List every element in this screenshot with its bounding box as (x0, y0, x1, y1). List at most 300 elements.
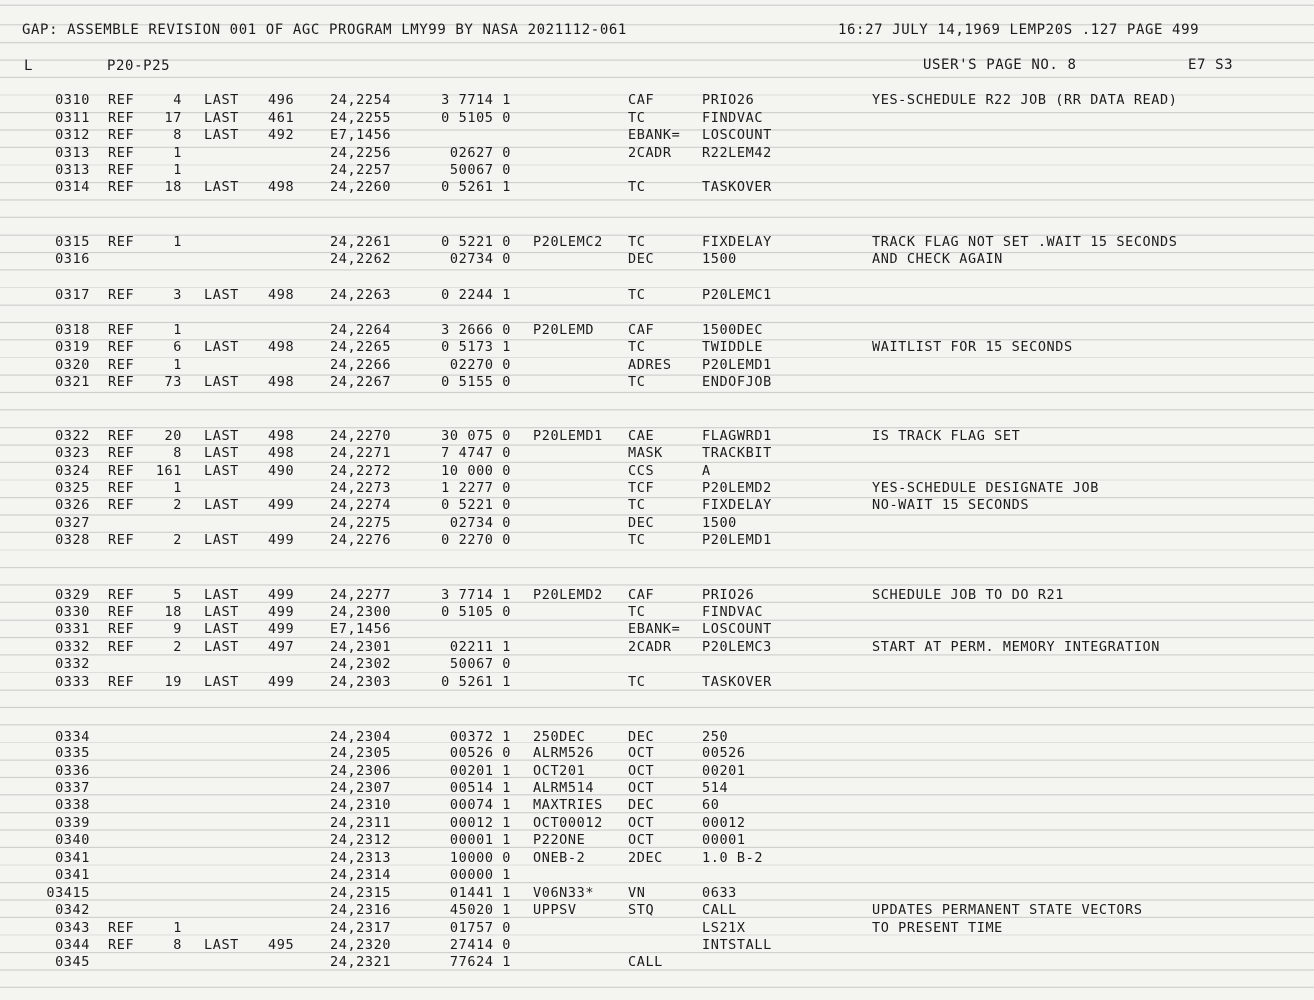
cell-operand: 1500 (702, 251, 737, 267)
cell-addr: 24,2273 (330, 480, 392, 496)
listing-row (0, 532, 1314, 549)
cell-op: OCT (628, 745, 655, 761)
cell-comment: START AT PERM. MEMORY INTEGRATION (872, 639, 1161, 655)
listing-header-left: GAP: ASSEMBLE REVISION 001 OF AGC PROGRAM LMY99 BY NASA 2021112-061 (22, 22, 627, 38)
cell-operand: ENDOFJOB (702, 374, 772, 390)
cell-label: MAXTRIES (533, 797, 603, 813)
cell-ref: REF (108, 92, 135, 108)
cell-operand: FIXDELAY (702, 234, 772, 250)
cell-line: 0332 (55, 639, 90, 655)
listing-row (0, 251, 1314, 268)
cell-ref: REF (108, 604, 135, 620)
cell-addr: 24,2300 (330, 604, 392, 620)
listing-row (0, 357, 1314, 374)
cell-word: 0 5221 0 (441, 497, 511, 513)
cell-refn: 1 (173, 145, 182, 161)
listing-row (0, 110, 1314, 127)
cell-word: 0 5221 0 (441, 234, 511, 250)
listing-row (0, 463, 1314, 480)
cell-ref: REF (108, 532, 135, 548)
cell-refn: 2 (173, 497, 182, 513)
cell-lastp: 499 (268, 532, 295, 548)
cell-refn: 5 (173, 587, 182, 603)
cell-line: 0327 (55, 515, 90, 531)
cell-line: 0342 (55, 902, 90, 918)
cell-operand: 1500 (702, 515, 737, 531)
cell-line: 0314 (55, 179, 90, 195)
listing-row (0, 428, 1314, 445)
cell-addr: 24,2310 (330, 797, 392, 813)
cell-ref: REF (108, 287, 135, 303)
cell-comment: TRACK FLAG NOT SET .WAIT 15 SECONDS (872, 234, 1178, 250)
cell-label: ALRM526 (533, 745, 595, 761)
cell-ref: REF (108, 463, 135, 479)
cell-lastp: 490 (268, 463, 295, 479)
cell-word: 3 2666 0 (441, 322, 511, 338)
cell-op: CAF (628, 92, 655, 108)
cell-last: LAST (204, 604, 239, 620)
cell-addr: 24,2321 (330, 954, 392, 970)
cell-op: DEC (628, 515, 655, 531)
cell-ref: REF (108, 162, 135, 178)
cell-last: LAST (204, 339, 239, 355)
cell-addr: 24,2313 (330, 850, 392, 866)
cell-label: P20LEMD2 (533, 587, 603, 603)
cell-operand: LOSCOUNT (702, 127, 772, 143)
cell-line: 0344 (55, 937, 90, 953)
cell-addr: 24,2302 (330, 656, 392, 672)
cell-word: 00074 1 (449, 797, 511, 813)
listing-row (0, 287, 1314, 304)
cell-word: 1 2277 0 (441, 480, 511, 496)
cell-line: 0338 (55, 797, 90, 813)
cell-line: 0322 (55, 428, 90, 444)
cell-word: 10 000 0 (441, 463, 511, 479)
cell-addr: 24,2266 (330, 357, 392, 373)
cell-word: 02211 1 (449, 639, 511, 655)
cell-op: TC (628, 287, 646, 303)
cell-refn: 1 (173, 322, 182, 338)
listing-row (0, 339, 1314, 356)
cell-refn: 6 (173, 339, 182, 355)
cell-refn: 1 (173, 920, 182, 936)
cell-addr: 24,2275 (330, 515, 392, 531)
cell-comment: YES-SCHEDULE R22 JOB (RR DATA READ) (872, 92, 1178, 108)
listing-row (0, 621, 1314, 638)
cell-line: 0315 (55, 234, 90, 250)
cell-op: TC (628, 604, 646, 620)
cell-refn: 1 (173, 234, 182, 250)
cell-op: CALL (628, 954, 663, 970)
cell-refn: 161 (155, 463, 182, 479)
cell-word: 0 2270 0 (441, 532, 511, 548)
cell-word: 3 7714 1 (441, 587, 511, 603)
cell-operand: R22LEM42 (702, 145, 772, 161)
cell-addr: 24,2264 (330, 322, 392, 338)
cell-operand: INTSTALL (702, 937, 772, 953)
cell-ref: REF (108, 428, 135, 444)
cell-addr: 24,2261 (330, 234, 392, 250)
cell-line: 0341 (55, 867, 90, 883)
cell-word: 00201 1 (449, 763, 511, 779)
cell-word: 00001 1 (449, 832, 511, 848)
cell-refn: 20 (164, 428, 182, 444)
cell-last: LAST (204, 621, 239, 637)
cell-word: 02627 0 (449, 145, 511, 161)
cell-operand: 250 (702, 729, 729, 745)
listing-row (0, 745, 1314, 762)
cell-word: 45020 1 (449, 902, 511, 918)
cell-comment: YES-SCHEDULE DESIGNATE JOB (872, 480, 1099, 496)
cell-ref: REF (108, 145, 135, 161)
cell-operand: 00201 (702, 763, 746, 779)
cell-addr: 24,2260 (330, 179, 392, 195)
cell-op: MASK (628, 445, 663, 461)
cell-word: 3 7714 1 (441, 92, 511, 108)
cell-word: 0 5155 0 (441, 374, 511, 390)
cell-refn: 73 (164, 374, 182, 390)
cell-addr: E7,1456 (330, 621, 392, 637)
cell-operand: FINDVAC (702, 110, 764, 126)
listing-row (0, 445, 1314, 462)
cell-lastp: 461 (268, 110, 295, 126)
cell-line: 0318 (55, 322, 90, 338)
cell-lastp: 498 (268, 179, 295, 195)
cell-addr: 24,2316 (330, 902, 392, 918)
cell-refn: 8 (173, 937, 182, 953)
cell-ref: REF (108, 587, 135, 603)
cell-word: 00514 1 (449, 780, 511, 796)
cell-word: 02734 0 (449, 251, 511, 267)
cell-addr: 24,2312 (330, 832, 392, 848)
cell-op: TC (628, 110, 646, 126)
subheader-marker: L (24, 58, 34, 74)
cell-addr: 24,2256 (330, 145, 392, 161)
cell-op: CAF (628, 322, 655, 338)
listing-row (0, 902, 1314, 919)
cell-lastp: 499 (268, 497, 295, 513)
cell-addr: 24,2265 (330, 339, 392, 355)
cell-line: 0333 (55, 674, 90, 690)
cell-line: 0312 (55, 127, 90, 143)
cell-label: P20LEMD (533, 322, 595, 338)
listing-header-right: 16:27 JULY 14,1969 LEMP20S .127 PAGE 499 (838, 22, 1200, 38)
cell-line: 0330 (55, 604, 90, 620)
cell-last: LAST (204, 127, 239, 143)
cell-ref: REF (108, 357, 135, 373)
cell-addr: 24,2255 (330, 110, 392, 126)
cell-op: 2CADR (628, 145, 672, 161)
cell-word: 0 2244 1 (441, 287, 511, 303)
cell-ref: REF (108, 480, 135, 496)
cell-line: 0332 (55, 656, 90, 672)
cell-op: CCS (628, 463, 655, 479)
cell-lastp: 496 (268, 92, 295, 108)
listing-row (0, 234, 1314, 251)
cell-line: 0323 (55, 445, 90, 461)
cell-operand: P20LEMD1 (702, 532, 772, 548)
cell-operand: 1.0 B-2 (702, 850, 764, 866)
cell-addr: 24,2277 (330, 587, 392, 603)
cell-addr: 24,2320 (330, 937, 392, 953)
cell-ref: REF (108, 127, 135, 143)
cell-addr: 24,2272 (330, 463, 392, 479)
cell-op: TC (628, 374, 646, 390)
cell-word: 77624 1 (449, 954, 511, 970)
subheader-page-code: E7 S3 (1188, 57, 1234, 73)
cell-word: 00526 0 (449, 745, 511, 761)
cell-line: 0310 (55, 92, 90, 108)
cell-line: 0345 (55, 954, 90, 970)
cell-line: 0328 (55, 532, 90, 548)
cell-line: 0319 (55, 339, 90, 355)
cell-refn: 3 (173, 287, 182, 303)
cell-line: 0340 (55, 832, 90, 848)
cell-op: EBANK= (628, 621, 681, 637)
cell-comment: WAITLIST FOR 15 SECONDS (872, 339, 1073, 355)
listing-row (0, 127, 1314, 144)
cell-op: CAF (628, 587, 655, 603)
cell-refn: 8 (173, 127, 182, 143)
cell-line: 0337 (55, 780, 90, 796)
cell-op: 2DEC (628, 850, 663, 866)
cell-label: ALRM514 (533, 780, 595, 796)
cell-lastp: 499 (268, 621, 295, 637)
cell-refn: 1 (173, 162, 182, 178)
cell-operand: PRIO26 (702, 587, 755, 603)
cell-operand: CALL (702, 902, 737, 918)
cell-ref: REF (108, 179, 135, 195)
cell-addr: 24,2271 (330, 445, 392, 461)
cell-lastp: 495 (268, 937, 295, 953)
cell-last: LAST (204, 463, 239, 479)
listing-row (0, 850, 1314, 867)
cell-lastp: 498 (268, 374, 295, 390)
listing-row (0, 587, 1314, 604)
cell-lastp: 492 (268, 127, 295, 143)
cell-addr: 24,2315 (330, 885, 392, 901)
cell-ref: REF (108, 937, 135, 953)
cell-op: TC (628, 674, 646, 690)
subheader-section: P20-P25 (107, 58, 171, 74)
cell-line: 0335 (55, 745, 90, 761)
cell-label: OCT00012 (533, 815, 603, 831)
cell-ref: REF (108, 445, 135, 461)
cell-word: 00372 1 (449, 729, 511, 745)
cell-operand: P20LEMC3 (702, 639, 772, 655)
cell-label: P20LEMD1 (533, 428, 603, 444)
cell-addr: 24,2270 (330, 428, 392, 444)
cell-operand: TWIDDLE (702, 339, 764, 355)
cell-operand: P20LEMC1 (702, 287, 772, 303)
cell-ref: REF (108, 339, 135, 355)
cell-addr: 24,2307 (330, 780, 392, 796)
cell-label: UPPSV (533, 902, 577, 918)
cell-op: TC (628, 179, 646, 195)
cell-op: OCT (628, 832, 655, 848)
cell-op: 2CADR (628, 639, 672, 655)
cell-operand: 1500DEC (702, 322, 764, 338)
cell-ref: REF (108, 639, 135, 655)
cell-label: V06N33* (533, 885, 595, 901)
cell-refn: 18 (164, 604, 182, 620)
cell-addr: 24,2257 (330, 162, 392, 178)
cell-line: 0317 (55, 287, 90, 303)
cell-op: ADRES (628, 357, 672, 373)
listing-row (0, 797, 1314, 814)
cell-last: LAST (204, 497, 239, 513)
listing-row (0, 480, 1314, 497)
cell-last: LAST (204, 445, 239, 461)
cell-label: OCT201 (533, 763, 586, 779)
listing-row (0, 515, 1314, 532)
cell-addr: 24,2276 (330, 532, 392, 548)
cell-label: ONEB-2 (533, 850, 586, 866)
cell-addr: 24,2305 (330, 745, 392, 761)
cell-op: TC (628, 339, 646, 355)
cell-comment: UPDATES PERMANENT STATE VECTORS (872, 902, 1143, 918)
cell-op: OCT (628, 763, 655, 779)
listing-row (0, 867, 1314, 884)
cell-line: 0336 (55, 763, 90, 779)
listing-row (0, 832, 1314, 849)
cell-lastp: 499 (268, 587, 295, 603)
cell-last: LAST (204, 287, 239, 303)
cell-operand: 00526 (702, 745, 746, 761)
listing-row (0, 374, 1314, 391)
cell-addr: E7,1456 (330, 127, 392, 143)
cell-ref: REF (108, 497, 135, 513)
cell-addr: 24,2303 (330, 674, 392, 690)
listing-row (0, 179, 1314, 196)
cell-line: 0311 (55, 110, 90, 126)
cell-ref: REF (108, 110, 135, 126)
cell-refn: 2 (173, 532, 182, 548)
cell-last: LAST (204, 374, 239, 390)
cell-last: LAST (204, 674, 239, 690)
cell-operand: P20LEMD1 (702, 357, 772, 373)
cell-op: TCF (628, 480, 655, 496)
cell-word: 01757 0 (449, 920, 511, 936)
cell-operand: PRIO26 (702, 92, 755, 108)
cell-word: 30 075 0 (441, 428, 511, 444)
cell-line: 0326 (55, 497, 90, 513)
cell-op: EBANK= (628, 127, 681, 143)
cell-word: 50067 0 (449, 656, 511, 672)
cell-ref: REF (108, 374, 135, 390)
cell-label: 250DEC (533, 729, 586, 745)
cell-ref: REF (108, 674, 135, 690)
cell-comment: SCHEDULE JOB TO DO R21 (872, 587, 1065, 603)
cell-addr: 24,2263 (330, 287, 392, 303)
cell-op: OCT (628, 780, 655, 796)
cell-word: 00012 1 (449, 815, 511, 831)
cell-word: 0 5173 1 (441, 339, 511, 355)
cell-operand: A (702, 463, 711, 479)
cell-op: DEC (628, 797, 655, 813)
listing-row (0, 639, 1314, 656)
cell-lastp: 498 (268, 339, 295, 355)
cell-line: 0325 (55, 480, 90, 496)
listing-row (0, 815, 1314, 832)
cell-last: LAST (204, 110, 239, 126)
cell-word: 0 5261 1 (441, 674, 511, 690)
cell-refn: 8 (173, 445, 182, 461)
listing-row (0, 885, 1314, 902)
cell-operand: TASKOVER (702, 674, 772, 690)
cell-word: 27414 0 (449, 937, 511, 953)
cell-operand: TASKOVER (702, 179, 772, 195)
cell-comment: TO PRESENT TIME (872, 920, 1003, 936)
cell-addr: 24,2301 (330, 639, 392, 655)
cell-line: 0339 (55, 815, 90, 831)
cell-line: 0331 (55, 621, 90, 637)
cell-operand: 00001 (702, 832, 746, 848)
cell-word: 10000 0 (449, 850, 511, 866)
cell-word: 0 5105 0 (441, 604, 511, 620)
cell-last: LAST (204, 532, 239, 548)
cell-word: 02734 0 (449, 515, 511, 531)
cell-comment: IS TRACK FLAG SET (872, 428, 1021, 444)
cell-lastp: 498 (268, 445, 295, 461)
cell-label: P22ONE (533, 832, 586, 848)
cell-refn: 4 (173, 92, 182, 108)
cell-operand: FINDVAC (702, 604, 764, 620)
listing-row (0, 145, 1314, 162)
cell-operand: 514 (702, 780, 729, 796)
cell-operand: P20LEMD2 (702, 480, 772, 496)
cell-word: 7 4747 0 (441, 445, 511, 461)
cell-op: DEC (628, 251, 655, 267)
cell-operand: LS21X (702, 920, 746, 936)
listing-row (0, 322, 1314, 339)
cell-word: 02270 0 (449, 357, 511, 373)
cell-addr: 24,2306 (330, 763, 392, 779)
cell-last: LAST (204, 428, 239, 444)
cell-operand: 60 (702, 797, 720, 813)
cell-op: VN (628, 885, 646, 901)
cell-comment: NO-WAIT 15 SECONDS (872, 497, 1030, 513)
cell-last: LAST (204, 639, 239, 655)
cell-word: 50067 0 (449, 162, 511, 178)
cell-addr: 24,2262 (330, 251, 392, 267)
cell-line: 0329 (55, 587, 90, 603)
cell-lastp: 498 (268, 287, 295, 303)
cell-refn: 18 (164, 179, 182, 195)
cell-last: LAST (204, 92, 239, 108)
listing-row (0, 92, 1314, 109)
cell-line: 0343 (55, 920, 90, 936)
cell-line: 0313 (55, 145, 90, 161)
cell-refn: 17 (164, 110, 182, 126)
cell-refn: 9 (173, 621, 182, 637)
cell-comment: AND CHECK AGAIN (872, 251, 1003, 267)
cell-last: LAST (204, 179, 239, 195)
cell-word: 0 5261 1 (441, 179, 511, 195)
cell-operand: 0633 (702, 885, 737, 901)
cell-op: CAE (628, 428, 655, 444)
listing-row (0, 674, 1314, 691)
listing-row (0, 162, 1314, 179)
cell-last: LAST (204, 587, 239, 603)
cell-op: TC (628, 532, 646, 548)
cell-line: 0321 (55, 374, 90, 390)
subheader-page-label: USER'S PAGE NO. 8 (923, 57, 1077, 73)
listing-row (0, 780, 1314, 797)
cell-line: 0341 (55, 850, 90, 866)
cell-addr: 24,2304 (330, 729, 392, 745)
cell-last: LAST (204, 937, 239, 953)
